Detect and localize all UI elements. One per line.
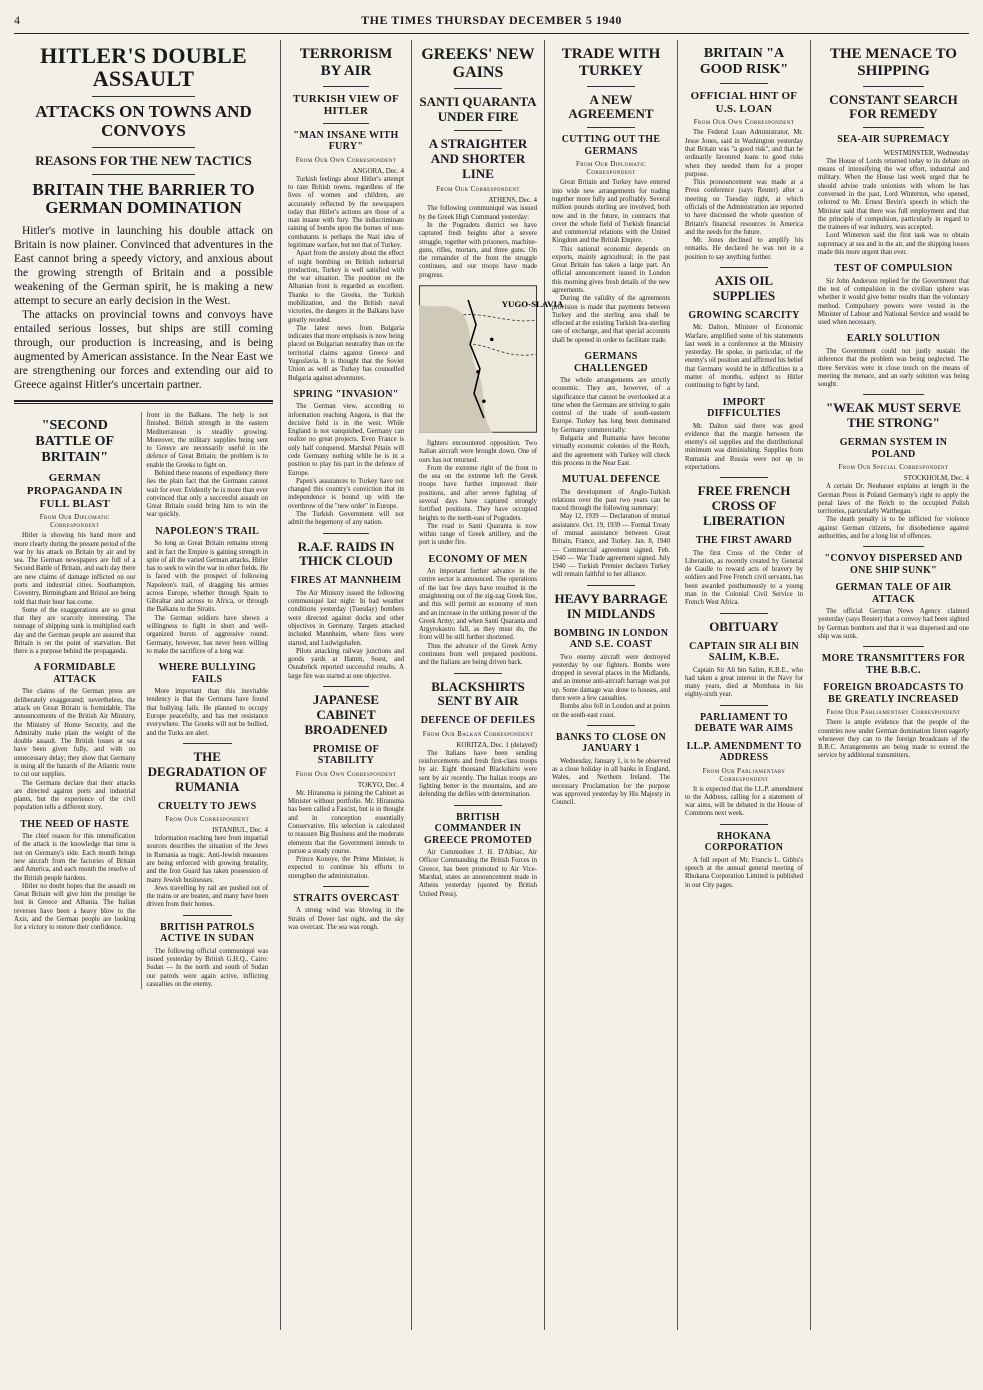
article-paragraph: The first Cross of the Order of Liberation, as recently created by General de Gaulle to reward acts of bravery by soldiers and Free French civil servants, has been awarded posthumously to a young man in the Colonial Civil Service in French West Africa. — [685, 549, 803, 607]
subcolumn-right — [141, 412, 274, 989]
article-paragraph: The following communiqué was issued by the Greek High Command yesterday: — [419, 205, 537, 221]
headline-weak-serve: "WEAK MUST SERVE THE STRONG" — [825, 400, 962, 431]
masthead — [14, 10, 969, 30]
article-paragraph: The Italians have been sending reinforcements and fresh first-class troops by air. Eight thousand Blackshirts were sent by air recently. The Italian troops are fighting better in the mountains, and are defending the defiles with determination. — [419, 749, 537, 799]
article-paragraph: There is ample evidence that the people of the countries now under German domination listen eagerly whenever they can to the foreign broadcasts of the B.B.C. Arrangements are being made to extend the service by additional transmitters. — [818, 719, 969, 760]
byline: From Our Own Correspondent — [295, 155, 397, 164]
headline-man-insane: "MAN INSANE WITH FURY" — [293, 129, 399, 153]
subhead-compulsion: TEST OF COMPULSION — [834, 263, 953, 275]
article-paragraph: Mr. Jones declined to amplify his remarks. He declared he was not in a position to say anything further. — [685, 237, 803, 261]
intro-paragraph: The attacks on provincial towns and convoys have entailed serious losses, but ships are still coming through, our production is increasing, and is being augmented by American assistance. In the Near East we are strengthening our forces and extending our aid to Greece against Hitler's uncertain partner. — [14, 308, 273, 392]
divider — [454, 88, 501, 89]
article-paragraph: Sir John Anderson replied for the Government that the test of compulsion in the civilian sphere was whether it would give better results than the voluntary method. Compulsory powers were vested in the Minister of Labour and National Service and would be used when necessary. — [818, 277, 969, 327]
article-paragraph: The death penalty is to be inflicted for violence against German citizens, for disobedience against authorities, and for a long list of offences. — [818, 516, 969, 540]
article-paragraph: Bulgaria and Rumania have become virtually economic colonies of the Reich, and the agreement with Turkey will check this process in the Near East. — [552, 434, 670, 467]
subhead-poland: GERMAN SYSTEM IN POLAND — [839, 437, 948, 460]
article-paragraph: The German view, according to information reaching Angora, is that the decisive field is in the west. While England is not vanquished, Germany can realize no great projects. Even France is only half conquered. Marshal Pétain will cede Germany nothing while he is in a position to play his part in the defence of Europe. — [288, 403, 404, 477]
headline-hitler: HITLER'S DOUBLE ASSAULT — [40, 43, 247, 92]
byline: From Our Correspondent — [436, 185, 520, 194]
article-paragraph: Some of the exaggerations are so great that they are scarcely interesting. The tonnage of shipping sunk is multiplied each day and the German people are assured that Britain is on the point of starvation. But there is a purpose behind the propaganda. — [14, 606, 136, 656]
headline-greeks-gains: GREEKS' NEW GAINS — [421, 46, 535, 82]
divider — [720, 267, 767, 268]
divider — [587, 127, 634, 128]
headline-new-agreement: A NEW AGREEMENT — [568, 91, 654, 122]
divider — [323, 86, 369, 87]
article-paragraph: Two enemy aircraft were destroyed yesterday by our fighters. Bombs were dropped in several places in the Midlands, and an intense anti-aircraft barrage was put up. Some damage was done to houses, and there were a few casualties. — [552, 653, 670, 702]
subhead-sea-air: SEA-AIR SUPREMACY — [837, 134, 950, 146]
subhead-napoleon: NAPOLEON'S TRAIL — [155, 525, 260, 537]
article-paragraph: The official German News Agency claimed yesterday (says Reuter) that a convoy had been sighted by German bombers and that it was dispersed and one ship was sunk. — [818, 608, 969, 641]
article-paragraph: Prince Konoye, the Prime Minister, is expected to continue his efforts to strengthen the administration. — [288, 856, 404, 880]
headline-santi-quaranta: SANTI QUARANTA UNDER FIRE — [419, 93, 537, 124]
headline-trade-turkey: TRADE WITH TURKEY — [561, 46, 661, 80]
article-paragraph: Great Britain and Turkey have entered into wide new arrangements for trading together more fully and profitably. Several million pounds sterling are involved, both now and in the future, in contracts that cover the whole field of Turkish financial and commercial relations with the United Kingdom and the British Empire. — [552, 179, 670, 245]
article-paragraph: Information reaching here from impartial sources describes the situation of the Jews in Rumania as tragic. Anti-Jewish measures are being enforced with growing brutality, and the Iron Guard has taken possession of many Jewish businesses. — [146, 835, 268, 884]
headline-banks-close: BANKS TO CLOSE ON JANUARY 1 — [555, 731, 667, 755]
divider — [720, 824, 767, 825]
headline-reasons: REASONS FOR THE NEW TACTICS — [35, 152, 252, 168]
article-paragraph: A certain Dr. Neubauer explains at length in the German Press in Poland Germany's right to apply the penal laws of the Reich to the occupied Polish territories, particularly Warthegau. — [818, 483, 969, 516]
column-1 — [14, 40, 280, 1330]
divider — [92, 147, 196, 148]
article-paragraph: Mr. Hiranuma is joining the Cabinet as Minister without portfolio. Mr. Hiranuma has been called a Fascist, but is in thought and in conception essentially Conservative. His selection is calculated to reassure Big Business and the moderate elements that the Government intends to pursue a steady course. — [288, 789, 404, 855]
divider — [323, 886, 369, 887]
headline-rhokana: RHOKANA CORPORATION — [704, 830, 784, 854]
headline-raf-raids: R.A.F. RAIDS IN THICK CLOUD — [297, 538, 395, 569]
subhead-stability: PROMISE OF STABILITY — [312, 743, 380, 767]
article-paragraph: Pilots attacking railway junctions and goods yards at Hamm, Soest, and Osnabrück reported successful results. A large fire was started at one objective. — [288, 647, 404, 680]
headline-turkish-view: TURKISH VIEW OF HITLER — [292, 92, 400, 118]
article-paragraph: Apart from the anxiety about the effect of night bombing on British industrial production, Turkey is well satisfied with the war situation. The position on the Albanian front is regarded as excellent. Thanks to the Greeks, the Turkish mobilization, and the British naval victories, the dangers in the Balkans have greatly receded. — [288, 250, 404, 324]
article-paragraph: Turkish feelings about Hitler's attempt to raze British towns, regardless of the lives of women and children, are accurately reflected by the newspapers today that Hitler's actions are those of a man insane with fury. The indiscriminate raining of bombs upon the homes of non-combatants is perhaps the Nazi idea of legitimate warfare, but not that of Turkey. — [288, 175, 404, 250]
article-paragraph: Papen's assurances to Turkey have not changed this country's conviction that its independence is bound up with the overthrow of the "new order" in Europe. — [288, 477, 404, 510]
article-paragraph: Jews travelling by rail are pushed out of the trains or are beaten, and many have been driven from their homes. — [146, 884, 268, 909]
article-paragraph: From the extreme right of the front to the sea on the extreme left the Greek troops have further improved their positions, and after severe fighting of several days have captured strongly fortified positions. They have occupied heights to the north-east of Pogradets. — [419, 464, 537, 522]
divider — [454, 130, 501, 131]
article-paragraph: Thus the advance of the Greek Army continues from well prepared positions, and the Italians are being driven back. — [419, 642, 537, 667]
article-paragraph: Wednesday, January 1, is to be observed as a close holiday in all banks in England, Wales, and Northern Ireland. The necessary Proclamation for the purpose was approved yesterday by His Majesty in Council. — [552, 757, 670, 807]
article-paragraph: The Air Ministry issued the following communiqué last night: In bad weather conditions yesterday (Tuesday) bombers were directed against docks and other objectives in Germany. Targets attacked included Mannheim, where fires were started, and Ludwigshafen. — [288, 589, 404, 647]
article-paragraph: The whole arrangements are strictly economic. They are, however, of a significance that cannot be overlooked at a time when the Germans are striving to gain control of the trade of south-eastern Europe. Turkey has long been dominated by Germany commercially. — [552, 377, 670, 434]
map-town — [482, 400, 486, 404]
headline-transmitters: MORE TRANSMITTERS FOR THE B.B.C. — [821, 653, 966, 676]
column-2 — [280, 40, 411, 1330]
subhead-scarcity: GROWING SCARCITY — [688, 309, 800, 321]
divider — [720, 83, 767, 84]
headline-propaganda: GERMAN PROPAGANDA IN FULL BLAST — [26, 472, 123, 510]
dateline: ATHENS, Dec. 4 — [488, 196, 537, 205]
subhead-spring-invasion: SPRING "INVASION" — [293, 388, 399, 400]
divider — [454, 805, 501, 806]
article-paragraph: This pronouncement was made at a Press conference (says Reuter) after a meeting on Tuesday night, at which officials of the Administration are reported to have discussed the whole question of Britain's financial resources in America and the needs for the future. — [685, 179, 803, 236]
divider — [92, 96, 196, 97]
page-number: 4 — [14, 12, 21, 27]
byline: From Our Own Correspondent — [693, 118, 795, 127]
divider — [323, 533, 369, 534]
byline: From Our Own Correspondent — [295, 769, 397, 778]
article-paragraph: front in the Balkans. The help is not finished. British strength in the eastern Mediterranean is steadily growing. Moreover, the military supplies being sent to Greece are necessarily useful in the defence of Great Britain; the problem is to enable the Greeks to fight on. — [146, 412, 268, 469]
byline: From Our Balkan Correspondent — [422, 729, 534, 738]
subhead-germans-challenged: GERMANS CHALLENGED — [573, 351, 649, 374]
divider — [720, 477, 767, 478]
divider — [323, 123, 369, 124]
divider — [92, 174, 196, 175]
headline-barrier: BRITAIN THE BARRIER TO GERMAN DOMINATION — [32, 179, 255, 218]
article-paragraph: fighters encountered opposition. Two Italian aircraft were brought down. One of ours has not returned. — [419, 440, 537, 464]
headline-rumania: THE DEGRADATION OF RUMANIA — [147, 748, 267, 794]
divider — [720, 705, 767, 706]
headline-us-loan: OFFICIAL HINT OF U.S. LOAN — [690, 90, 798, 115]
subhead-foreign-broadcasts: FOREIGN BROADCASTS TO BE GREATLY INCREASED — [823, 682, 964, 705]
divider — [183, 743, 232, 744]
subhead-haste: THE NEED OF HASTE — [20, 818, 130, 830]
columns — [14, 40, 969, 1330]
headline-axis-oil: AXIS OIL SUPPLIES — [712, 272, 776, 303]
article-paragraph: Hitler is showing his hand more and more clearly during the present period of the war by his attack on Britain by air and by sea. The German newspapers are full of a Second Battle of Britain, and each day there are new claims of damage inflicted on our ports and industrial cities. Southampton, Coventry, Birmingham and Bristol are being told that their hour has come. — [14, 532, 136, 606]
subhead-mannheim: FIRES AT MANNHEIM — [290, 575, 402, 587]
article-paragraph: Mr. Dalton, Minister of Economic Warfare, amplified some of his statements last week in a conference at the Ministry yesterday. He spoke, in particular, of the enemy's oil position and affirmed his belief that Germany would be in difficulties in a matter of months, subject to Hitler continuing to fight by land. — [685, 324, 803, 390]
dateline: ISTANBUL, Dec. 4 — [212, 826, 268, 835]
article-paragraph: A strong wind was blowing in the Straits of Dover last night, and the sky was overcast. The sea was rough. — [288, 907, 404, 931]
headline-second-battle: "SECOND BATTLE OF BRITAIN" — [35, 418, 115, 466]
subhead-early-solution: EARLY SOLUTION — [846, 333, 941, 345]
headline-free-french-cross: FREE FRENCH CROSS OF LIBERATION — [697, 483, 791, 529]
intro-text — [14, 224, 273, 392]
subhead-ilp-amendment: I.L.P. AMENDMENT TO ADDRESS — [686, 740, 802, 764]
masthead-rule — [14, 33, 969, 34]
headline-straits: STRAITS OVERCAST — [293, 892, 399, 904]
article-paragraph: Hitler no doubt hopes that the assault on Great Britain will give him the prestige he lost in Greece and Albania. The Italian reverses have been a heavy blow to the Axis, and the German people are looking for a victory to restore their confidence. — [14, 882, 136, 932]
subcolumn-left — [14, 412, 141, 989]
article-paragraph: The claims of the German press are deliberately exaggerated; nevertheless, the attack on Great Britain is formidable. The announcements of the British Air Ministry, the Ministry of Home Security, and the Admiralty make plain the weight of the double assault. The British losses at sea have been given fully, and with no unnecessary delay; they show that Germany is using all the hazards of the Atlantic route to cut our supplies. — [14, 688, 136, 779]
article-paragraph: Air Commodore J. H. D'Albiac, Air Officer Commanding the British Forces in Greece, has been promoted to Air Vice-Marshal, states an announcement made in Athens yesterday (quoted by British United Press). — [419, 849, 537, 898]
article-paragraph: Behind these reasons of expediency there lies the plain fact that the Germans cannot wait for ever. Evidently he is more than ever convinced that only a successful assault on Great Britain could bring him to win the war quickly. — [146, 470, 268, 519]
article-paragraph: The following official communiqué was issued yesterday by British G.H.Q., Cairo: Sudan — In the north and south of Sudan our patrols were again active, inflicting casualties on the enemy. — [146, 947, 268, 988]
headline-straighter-line: A STRAIGHTER AND SHORTER LINE — [428, 135, 528, 181]
map-label-yugoslavia: YUGO-SLAVIA — [501, 298, 564, 309]
article-paragraph: In the Pogradets district we have captured fresh heights after a severe struggle, together with prisoners, machine-guns, rifles, mortars, and three guns. On the remainder of the front the struggle continues, and our troops have made progress. — [419, 222, 537, 279]
dateline: KORITZA, Dec. 1 (delayed) — [456, 740, 537, 749]
divider — [454, 673, 501, 674]
headline-good-risk: BRITAIN "A GOOD RISK" — [699, 46, 789, 78]
intro-paragraph: Hitler's motive in launching his double attack on Britain is now plainer. Convinced that adventures in the East cannot bring a speedy victory, and anxious about the growing strength of Britain and a possible weakening of the German spirit, he is making a new attempt to secure an early decision in the West. — [14, 224, 273, 307]
subhead-economy-men: ECONOMY OF MEN — [428, 553, 528, 565]
subhead-first-award: THE FIRST AWARD — [695, 535, 792, 547]
headline-cutting-out: CUTTING OUT THE GERMANS — [561, 134, 661, 157]
subcolumns — [14, 412, 273, 989]
article-paragraph: More important than this inevitable tendency is that the Germans have found that bullying fails. He planned to occupy Europe peacefully, and has met resistance everywhere. The Greeks will not be bullied, and the Turks are alert. — [146, 688, 268, 737]
dateline: STOCKHOLM, Dec. 4 — [903, 474, 969, 483]
headline-heavy-barrage: HEAVY BARRAGE IN MIDLANDS — [554, 590, 668, 621]
article-paragraph: Bombs also fell in London and at points on the south-east coast. — [552, 703, 670, 719]
article-paragraph: The Government could not justly sustain the inference that the problem was being neglected. The three Services were in close touch on the means of meeting the menace, and an early solution was being sought. — [818, 347, 969, 389]
headline-british-commander: BRITISH COMMANDER IN GREECE PROMOTED — [423, 811, 533, 846]
double-rule — [14, 400, 273, 404]
article-paragraph: The Federal Loan Administrator, Mr. Jesse Jones, said in Washington yesterday that Britain was "a good risk", and that he ordinarily favoured loans to good risks when they needed them for a proper purpose. — [685, 129, 803, 178]
article-paragraph: May 12, 1939 — Declaration of mutual assistance. Oct. 19, 1939 — Formal Treaty of mutual assistance between Great Britain, France, and Turkey. Jan. 8, 1940 — Commercial agreement signed. Feb. 1940 — War Trade agreement signed. July 1940 — Turkish Premier declares Turkey will remain faithful to her alliance. — [552, 513, 670, 579]
article-paragraph: The latest news from Bulgaria indicates that more emphasis is now being placed on Bulgarian neutrality than on the territorial claims against Greece and Yugoslavia. It is thought that the Soviet Union as well as Turkey has counselled Bulgaria against adventures. — [288, 324, 404, 382]
divider — [863, 127, 923, 128]
column-6 — [810, 40, 969, 1330]
subhead-bombing-london: BOMBING IN LONDON AND S.E. COAST — [553, 627, 669, 651]
subhead-captain-ali: CAPTAIN SIR ALI BIN SALIM, K.B.E. — [689, 640, 799, 663]
article-paragraph: The German soldiers have shown a willingness to fight in short and well-organized bursts of aggressive round. Germany, however, has never been willing to make the sacrifices of a long war. — [146, 614, 268, 655]
article-paragraph: The House of Lords returned today to its debate on means of intensifying the war effort, industrial and military. When the House last week urged that he should advise trade unionists with whom he has conversed in the past, Lord Winterton, who opened, referred to Mr. Ernest Bevin's speech in which the Minister said that there was full employment and that the principle of compulsion, particularly in regard to the trainees of war industry, was accepted. — [818, 157, 969, 232]
divider — [587, 725, 634, 726]
dateline: TOKYO, Dec. 4 — [357, 780, 404, 789]
headline-constant-search: CONSTANT SEARCH FOR REMEDY — [829, 91, 958, 122]
albania-front-map — [419, 284, 564, 434]
column-3 — [411, 40, 564, 1330]
divider — [587, 585, 634, 586]
column-4 — [544, 40, 677, 1330]
map-town — [490, 338, 494, 342]
article-paragraph: The chief reason for this intensification of the attack is the knowledge that time is not on Germany's side. Each month brings new aircraft from the factories of Britain and America, and each month the resolve of the British people hardens. — [14, 833, 136, 882]
divider — [323, 686, 369, 687]
article-paragraph: The Germans declare that their attacks are directed against ports and industrial plants, but the experience of the civil population tells a different story. — [14, 779, 136, 812]
subhead-mutual-defence: MUTUAL DEFENCE — [561, 474, 661, 486]
subhead-import-difficulties: IMPORT DIFFICULTIES — [707, 396, 781, 420]
headline-obituary: OBITUARY — [709, 618, 779, 634]
divider — [183, 915, 232, 916]
divider — [863, 86, 923, 87]
divider — [863, 546, 923, 547]
article-paragraph: This national economic depends on exports, mainly agricultural; in the past Great Britain has taken a large part. An official announcement issued in London this morning gives fresh details of the new agreements. — [552, 245, 670, 295]
byline: From Our Parliamentary Correspondent — [826, 708, 961, 717]
byline: From Our Parliamentary Correspondent — [702, 766, 786, 783]
subhead-cruelty: CRUELTY TO JEWS — [158, 800, 257, 812]
column-5 — [677, 40, 810, 1330]
headline-menace-shipping: THE MENACE TO SHIPPING — [830, 46, 957, 80]
divider — [863, 646, 923, 647]
headline-sudan: BRITISH PATROLS ACTIVE IN SUDAN — [160, 921, 255, 945]
headline-terrorism: TERRORISM BY AIR — [299, 46, 393, 80]
byline: From Our Correspondent — [165, 815, 250, 824]
article-paragraph: Captain Sir Ali bin Salim, K.B.E., who had taken a great interest in the Navy for many years, died at Mombasa in his eighty-sixth year. — [685, 666, 803, 699]
divider — [863, 394, 923, 395]
headline-blackshirts: BLACKSHIRTS SENT BY AIR — [431, 678, 525, 709]
divider — [720, 613, 767, 614]
article-paragraph: An important further advance in the centre sector is announced. The operations of the last few days have resulted in the straightening out of the zig-zag Greek line, and this will permit an economy of men and an increase in the striking power of the Greek Army; and when Santi Quaranta and Argyrokastro fall, as they must do, the front will be still further shortened. — [419, 568, 537, 642]
article-paragraph: The Turkish Government will not admit the hegemony of any nation. — [288, 510, 404, 527]
headline-parliament-debate: PARLIAMENT TO DEBATE WAR AIMS — [694, 711, 794, 735]
masthead-title: THE TIMES THURSDAY DECEMBER 5 1940 — [361, 12, 622, 27]
subhead-german-tale: GERMAN TALE OF AIR ATTACK — [835, 582, 952, 605]
byline: From Our Diplomatic Correspondent — [575, 160, 647, 177]
byline: From Our Diplomatic Correspondent — [39, 513, 110, 530]
map-town — [476, 370, 480, 374]
dateline: ANGORA, Dec. 4 — [352, 166, 404, 175]
article-paragraph: Lord Winterton said the first task was to obtain supremacy at sea and in the air, and the shipping losses made this more urgent than ever. — [818, 232, 969, 256]
article-paragraph: So long as Great Britain remains strong and in fact the Empire is gaining strength in spite of all the varied German attacks, Hitler has to seek to win the war in other fields. He is faced with the prospect of following Napoleon's trail, of dragging his armies across Europe, whether through Spain to Gibraltar and across to Africa, or through the Balkans to the Straits. — [146, 540, 268, 614]
dateline: WESTMINSTER, Wednesday — [883, 148, 969, 157]
subhead-bullying: WHERE BULLYING FAILS — [158, 662, 256, 685]
headline-japanese-cabinet: JAPANESE CABINET BROADENED — [304, 692, 388, 737]
article-paragraph: Mr. Dalton said there was good evidence that the margin between the enemy's oil supplies and the distributional minimum was diminishing. Supplies from Rumania and Russia were not up to expectations. — [685, 422, 803, 471]
article-paragraph: During the validity of the agreements provision is made that payments between Turkey and the sterling area shall be effected at the existing Turkish lira-sterling rate of exchange, and that special accounts shall be opened in order to facilitate trade. — [552, 295, 670, 344]
headline-convoy-dispersed: "CONVOY DISPERSED AND ONE SHIP SUNK" — [824, 553, 963, 576]
subhead-formidable: A FORMIDABLE ATTACK — [33, 662, 116, 685]
headline-attacks: ATTACKS ON TOWNS AND CONVOYS — [35, 102, 252, 140]
article-paragraph: A full report of Mr. Francis L. Gibbs's speech at the annual general meeting of Rhokana Corporation Limited is published in our City pages. — [685, 856, 803, 889]
article-paragraph: The road to Santi Quaranta is now within range of Greek artillery, and the port is under fire. — [419, 522, 537, 547]
article-paragraph: It is expected that the I.L.P. amendment to the Address, calling for a statement of war aims, will be debated in the House of Commons next week. — [685, 785, 803, 818]
article-paragraph: The development of Anglo-Turkish relations over the past two years can be traced through the following summary: — [552, 488, 670, 513]
byline: From Our Special Correspondent — [838, 463, 949, 472]
subhead-defiles: DEFENCE OF DEFILES — [420, 715, 536, 727]
divider — [587, 86, 634, 87]
